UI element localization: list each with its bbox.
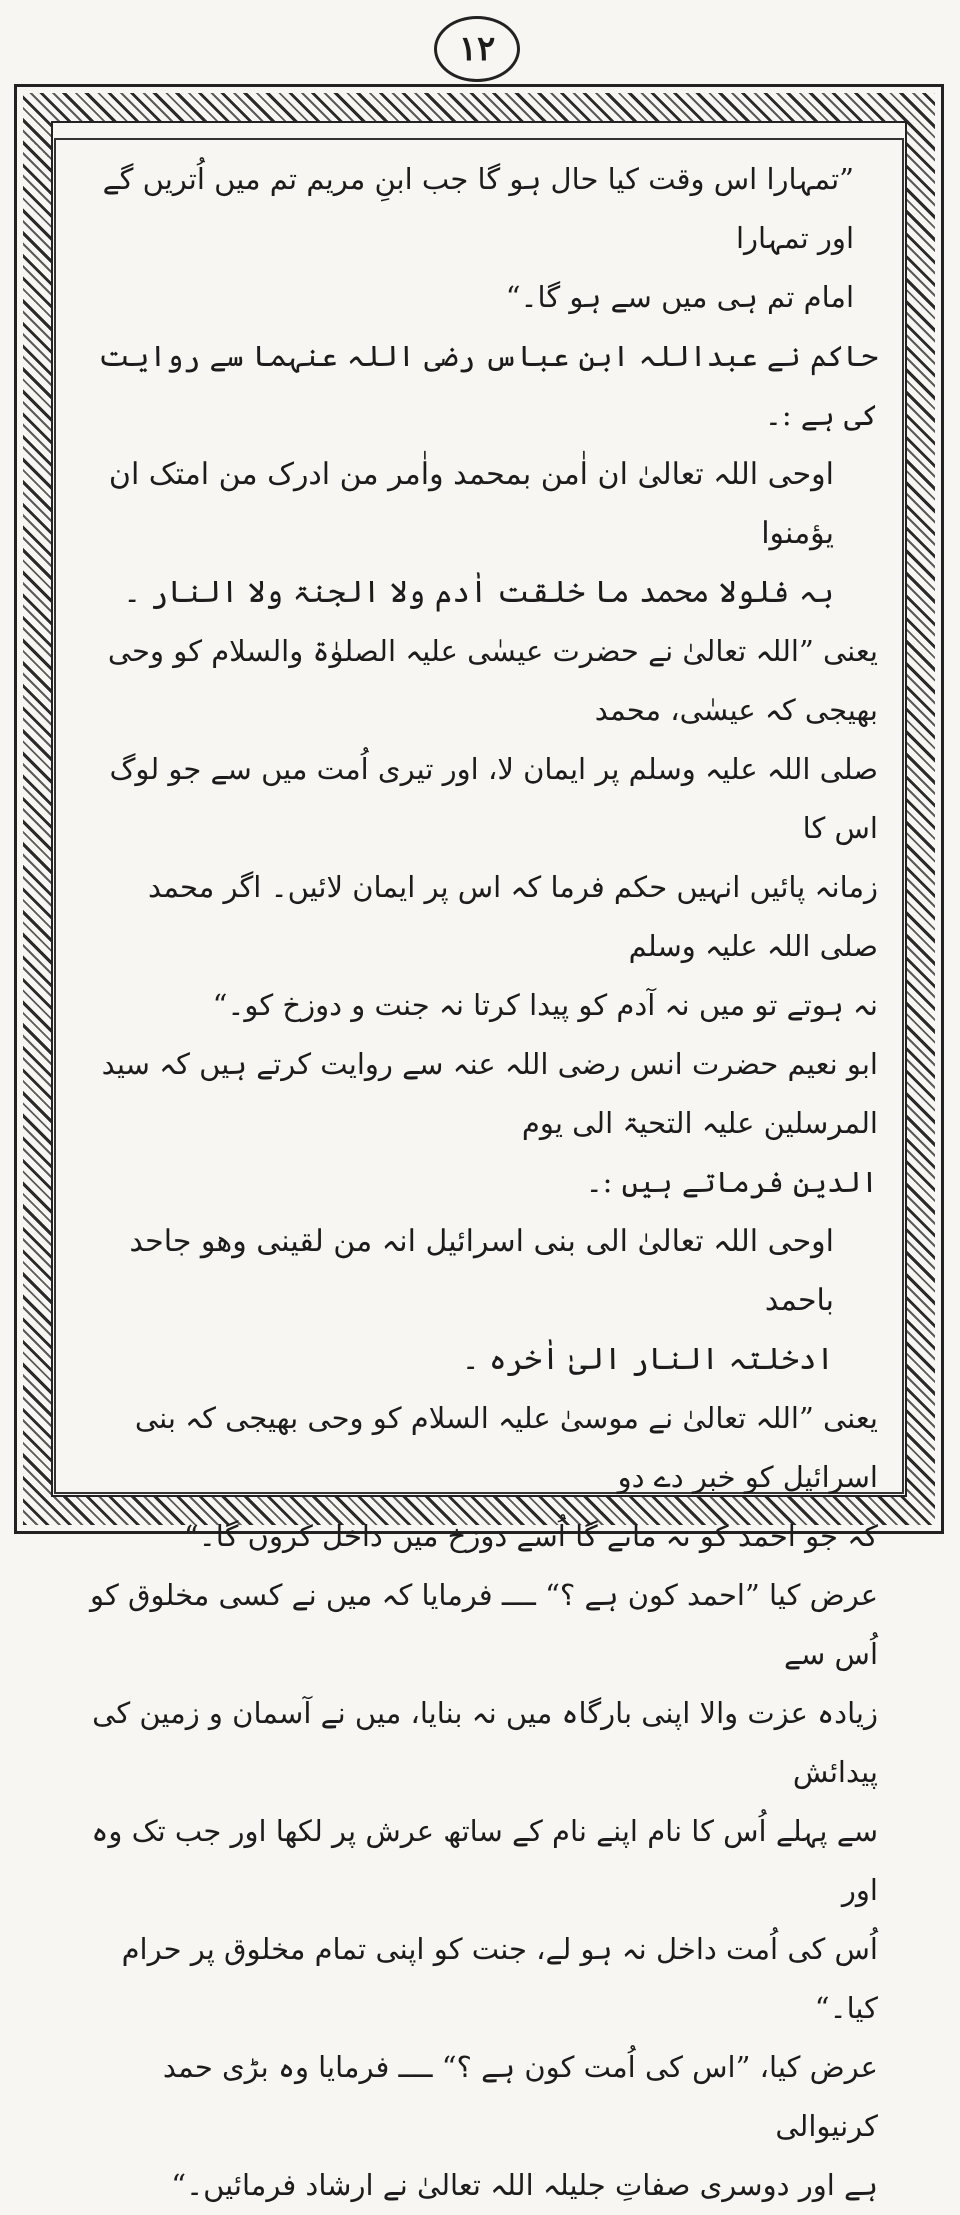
arabic-quote-line: بہ فلولا محمد ما خلقت اٰدم ولا الجنۃ ولا النار ۔ [123, 575, 834, 610]
paragraph-line: ”تمہارا اس وقت کیا حال ہو گا جب ابنِ مریم تم میں اُتریں گے اور تمہارا [102, 162, 854, 255]
arabic-quote-line: اوحی اللہ تعالیٰ ان اٰمن بمحمد واٰمر من ادرک من امتک ان یؤمنوا [108, 457, 834, 551]
arabic-quote-line: ادخلتہ النار الیٰ اٰخرہ ۔ [461, 1342, 834, 1377]
paragraph-line: عرض کیا ”احمد کون ہے ؟“ ــــ فرمایا کہ میں نے کسی مخلوق کو اُس سے [90, 1578, 878, 1671]
paragraph-line: صلی اللہ علیہ وسلم پر ایمان لا، اور تیری اُمت میں سے جو لوگ اس کا [109, 752, 878, 845]
paragraph-line: ابو نعیم حضرت انس رضی اللہ عنہ سے روایت کرتے ہیں کہ سید المرسلین علیہ التحیۃ الی یوم [101, 1047, 878, 1140]
paragraph-line: عرض کیا، ”اس کی اُمت کون ہے ؟“ ــــ فرمایا وہ بڑی حمد کرنیوالی [162, 2050, 878, 2143]
paragraph-line: حاکم نے عبداللہ ابن عباس رضی اللہ عنہما سے روایت کی ہے :۔ [98, 339, 878, 432]
page-number: ۱۲ [434, 16, 520, 82]
page-body [88, 150, 878, 2202]
paragraph-line: امام تم ہی میں سے ہو گا۔“ [505, 280, 854, 314]
paragraph-line: الدین فرماتے ہیں :۔ [585, 1165, 878, 1199]
paragraph-line: زیادہ عزت والا اپنی بارگاہ میں نہ بنایا، میں نے آسمان و زمین کی پیدائش [92, 1696, 878, 1789]
paragraph-line: سے پہلے اُس کا نام اپنے نام کے ساتھ عرش پر لکھا اور جب تک وہ اور [91, 1814, 878, 1907]
paragraph-line: ہے اور دوسری صفاتِ جلیلہ اللہ تعالیٰ نے ارشاد فرمائیں۔“ [171, 2168, 878, 2202]
paragraph-line: یعنی ”اللہ تعالیٰ نے موسیٰ علیہ السلام کو وحی بھیجی کہ بنی اسرائیل کو خبر دے دو [134, 1401, 878, 1494]
paragraph-line: زمانہ پائیں انہیں حکم فرما کہ اس پر ایمان لائیں۔ اگر محمد صلی اللہ علیہ وسلم [148, 870, 878, 963]
paragraph-line: کہ جو احمد کو نہ مانے گا اُسے دوزخ میں داخل کروں گا۔“ [183, 1519, 878, 1553]
paragraph-line: نہ ہوتے تو میں نہ آدم کو پیدا کرتا نہ جنت و دوزخ کو۔“ [212, 988, 878, 1022]
paragraph-line: اُس کی اُمت داخل نہ ہو لے، جنت کو اپنی تمام مخلوق پر حرام کیا۔“ [121, 1932, 878, 2025]
arabic-quote-line: اوحی اللہ تعالیٰ الی بنی اسرائیل انہ من لقینی وھو جاحد باحمد [129, 1224, 834, 1318]
paragraph-line: یعنی ”اللہ تعالیٰ نے حضرت عیسٰی علیہ الصلوٰۃ والسلام کو وحی بھیجی کہ عیسٰی، محمد [107, 634, 878, 727]
